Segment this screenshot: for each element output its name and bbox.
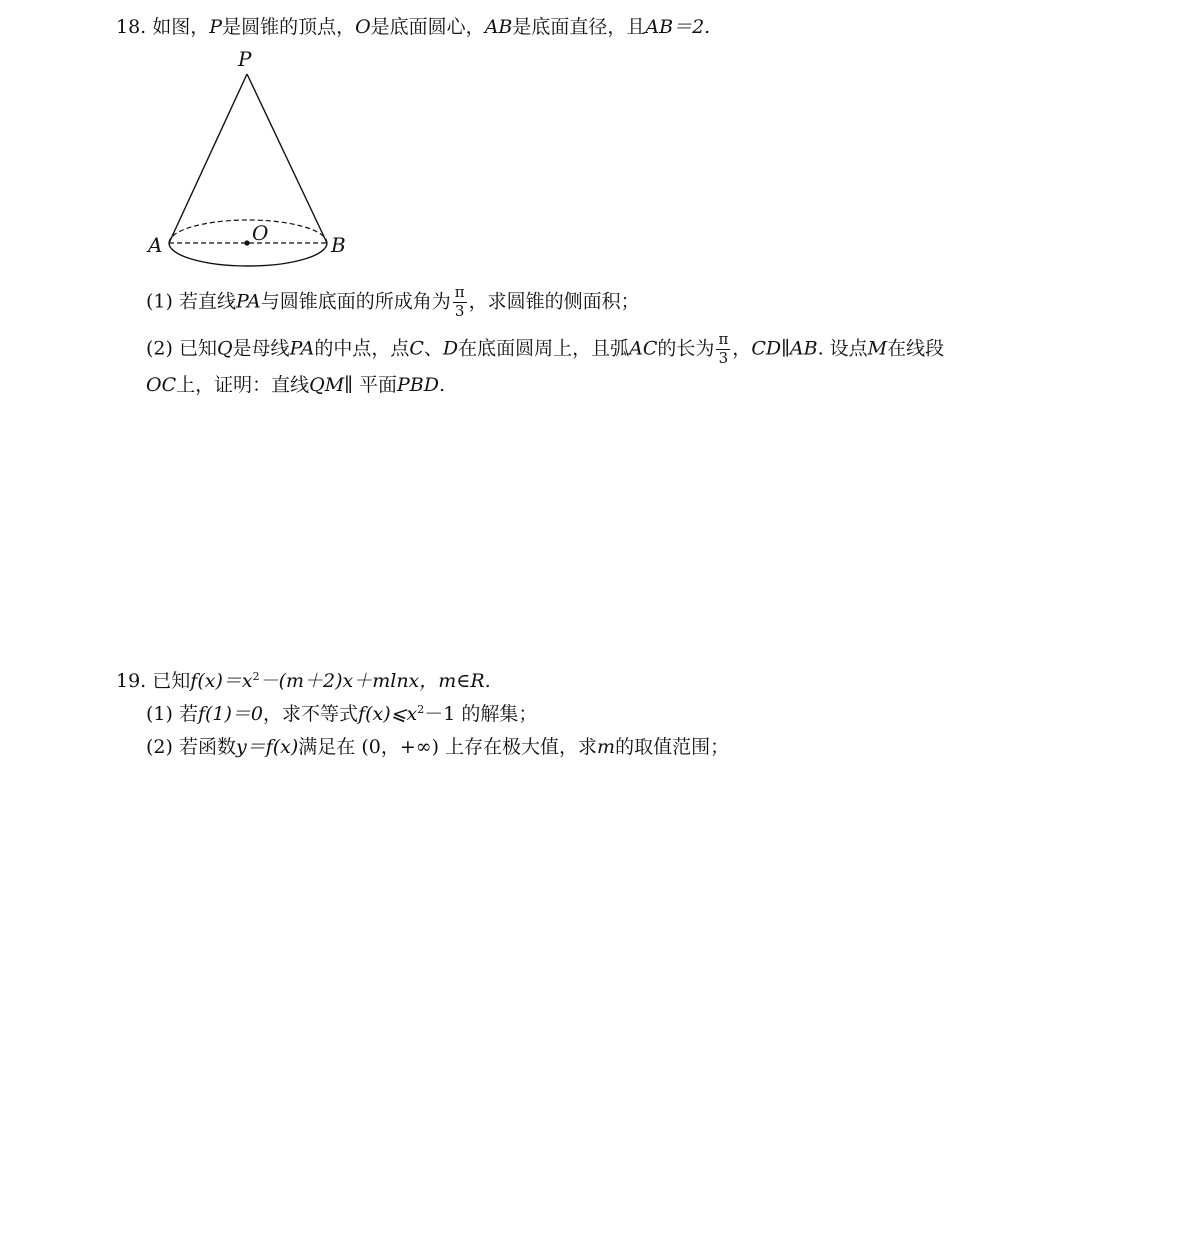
cone-figure: [140, 46, 370, 276]
q19-part1: (1) 若f(1)＝0，求不等式$f(x)⩽x^2-1$ 的解集；: [146, 703, 538, 725]
q19-part2: (2) 若函数y＝f(x)满足在 (0，+∞) 上存在极大值，求m的取值范围；: [146, 736, 730, 758]
generatrix-PA: [169, 74, 247, 243]
q19-number: 19.: [116, 670, 147, 692]
base-front-arc: [169, 243, 327, 266]
q18-part1: (1) 若直线PA与圆锥底面的所成角为 $\frac{\pi}{3}$ ，求圆锥的侧面积；: [146, 283, 640, 320]
q18-stem: 18. 如图，P是圆锥的顶点，O是底面圆心，AB是底面直径，且AB＝2.: [116, 16, 711, 38]
center-point-O: [244, 240, 249, 245]
q18-part2-line2: OC上，证明：直线QM∥ 平面PBD.: [146, 374, 446, 396]
label-B: B: [331, 233, 346, 257]
fraction-pi-over-3: $\frac{\pi}{3}$: [454, 283, 465, 320]
generatrix-PB: [247, 74, 327, 243]
base-back-arc: [169, 220, 327, 243]
label-A: A: [148, 233, 163, 257]
fraction-pi-over-3: $\frac{\pi}{3}$: [718, 330, 729, 367]
label-O: O: [252, 221, 269, 245]
q19-stem: 19. 已知$f(x)=x^2-(m+2)x+mlnx$，m∈R.: [116, 670, 491, 692]
label-P: P: [238, 47, 252, 71]
q18-part2-line1: (2) 已知Q是母线PA的中点，点C、D在底面圆周上，且弧AC的长为 $\frac{\pi}{3}$ ，CD∥AB. 设点M在线段: [146, 330, 945, 367]
q18-number: 18.: [116, 16, 147, 38]
